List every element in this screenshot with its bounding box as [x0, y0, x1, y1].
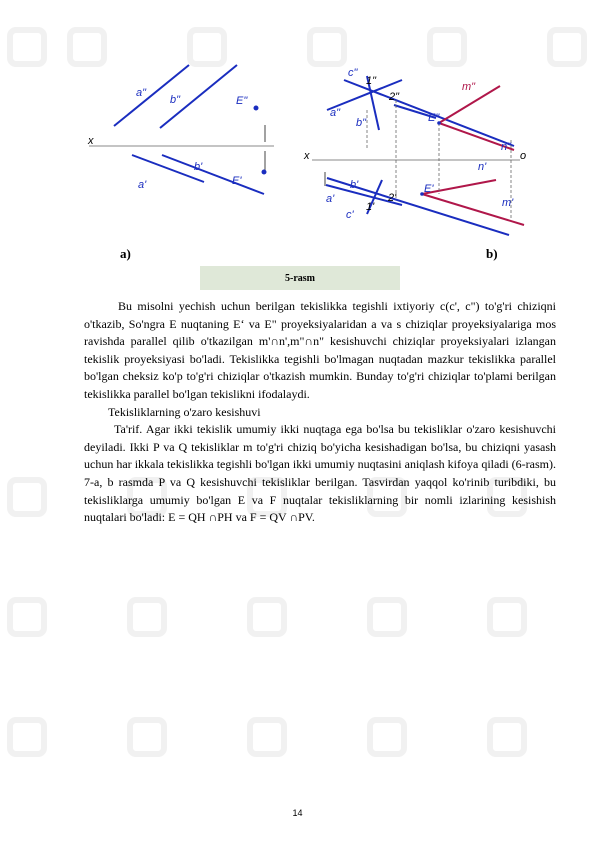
label-a-double-prime-b: a"	[330, 107, 341, 119]
label-1-prime: 1'	[366, 201, 375, 213]
label-a-prime-b: a'	[326, 193, 335, 205]
drawing-a	[89, 65, 274, 194]
label-n-double-prime: n"	[501, 141, 512, 153]
label-b-double-prime-b: b"	[356, 117, 367, 129]
body-text	[84, 298, 556, 527]
label-2-double-prime: 2"	[389, 91, 400, 103]
label-e-prime: E'	[232, 175, 242, 187]
label-o-axis: o	[520, 150, 527, 162]
label-e-prime-b: E'	[424, 183, 434, 195]
label-c-double-prime: c"	[348, 67, 358, 79]
figure-caption: 5-rasm	[200, 266, 400, 290]
label-2-prime: 2'	[388, 192, 397, 204]
paragraph-1: Bu misolni yechish uchun berilgan tekislikka tegishli ixtiyoriy c(c', c") to'g'ri chiziqni o'tkazib, So'ngra E nuqtaning E‘ va E" proyeksiyalaridan a va s chiziqlar proyeksiyalariga mos ravishda parallel qilib o'tkazilgan m'∩n',m"∩n" kesishuvchi chiziqlar proyeksiyalari izlangan tekislik proyeksiyasi bo'ladi. Tekislikka tegishli bo'lmagan nuqtadan mazkur tekislikka parallel bo'lgan cheksiz ko'p to'g'ri chiziqlar o'tkazish mumkin. Bunday to'g'ri chiziqlar to'plami berilgan tekislikka parallel bo'lgan tekislikni ifodalaydi.	[84, 299, 556, 401]
figure-5	[84, 60, 560, 292]
drawing-b	[312, 76, 527, 235]
page-number: 14	[292, 808, 303, 818]
label-x-axis-a: x	[88, 135, 94, 147]
label-n-prime: n'	[478, 161, 487, 173]
label-a-prime: a'	[138, 179, 147, 191]
figure-part-b-label: b)	[486, 246, 498, 261]
label-a-double-prime: a"	[136, 87, 147, 99]
label-b-prime: b'	[194, 161, 203, 173]
label-x-axis-b: x	[304, 150, 310, 162]
paragraph-2: Ta'rif. Agar ikki tekislik umumiy ikki nuqtaga ega bo'lsa bu tekisliklar o'zaro kesishuvchi deyiladi. Ikki P va Q tekisliklar m to'g'ri chiziq bo'yicha kesishadigan bo'lsa, bu chiziqni yasash uchun har ikkala tekislikka tegishli bo'lgan ikki umumiy nuqtasini aniqlash kifoya qiladi (6-rasm). 7-a, b rasmda P va Q kesishuvchi tekisliklar berilgan. Tasvirdan yaqqol ko'rinib turibdiki, bu tekisliklarga umumiy bo'lgan E va F nuqtalar tekisliklarning bir nomli izlarining kesishish nuqtalari bo'ladi: E = QH ∩PH va F = QV ∩PV.	[84, 422, 556, 525]
label-c-prime: c'	[346, 209, 354, 221]
label-b-double-prime: b"	[170, 94, 181, 106]
label-b-prime-b: b'	[350, 179, 359, 191]
label-e-double-prime: E"	[236, 95, 248, 107]
label-1-double-prime: 1"	[366, 75, 377, 87]
label-m-double-prime: m"	[462, 81, 476, 93]
section-heading: Tekisliklarning o'zaro kesishuvi	[108, 404, 261, 419]
label-e-double-prime-b: E"	[428, 112, 440, 124]
label-m-prime: m'	[502, 197, 514, 209]
figure-part-a-label: a)	[120, 246, 131, 261]
